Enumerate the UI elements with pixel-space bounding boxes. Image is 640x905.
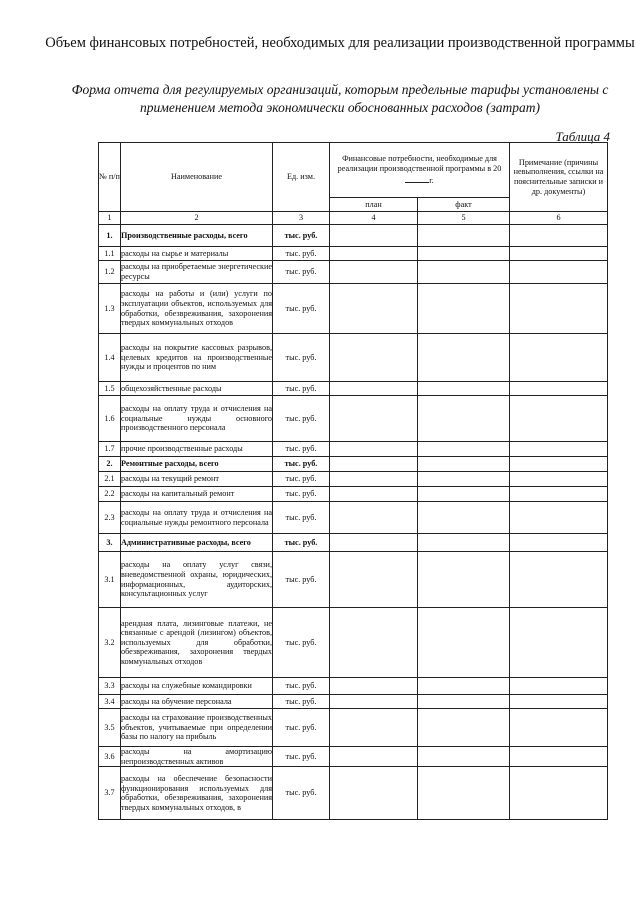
plan-value-cell[interactable] — [330, 747, 418, 767]
header-plan: план — [330, 198, 418, 212]
row-number: 2. — [99, 457, 121, 472]
fact-value-cell[interactable] — [418, 695, 510, 709]
row-unit: тыс. руб. — [273, 502, 330, 534]
note-cell[interactable] — [510, 396, 608, 442]
table-row — [99, 747, 608, 767]
row-name: расходы на текущий ремонт — [121, 472, 273, 487]
fact-value-cell[interactable] — [418, 261, 510, 284]
table-row — [99, 487, 608, 502]
header-unit: Ед. изм. — [273, 143, 330, 212]
row-number: 1.3 — [99, 284, 121, 334]
row-number: 1.7 — [99, 442, 121, 457]
plan-value-cell[interactable] — [330, 472, 418, 487]
row-name: расходы на приобретаемые энергетические ресурсы — [121, 261, 273, 284]
index-cell: 1 — [99, 212, 121, 225]
row-number: 3.4 — [99, 695, 121, 709]
row-name: общехозяйственные расходы — [121, 382, 273, 396]
table-row — [99, 261, 608, 284]
table-row — [99, 502, 608, 534]
table-row — [99, 695, 608, 709]
note-cell[interactable] — [510, 709, 608, 747]
note-cell[interactable] — [510, 442, 608, 457]
row-unit: тыс. руб. — [273, 247, 330, 261]
table-number-label: Таблица 4 — [555, 129, 610, 144]
row-number: 1.1 — [99, 247, 121, 261]
note-cell[interactable] — [510, 284, 608, 334]
fact-value-cell[interactable] — [418, 747, 510, 767]
row-name: Производственные расходы, всего — [121, 225, 273, 247]
header-row — [99, 143, 608, 198]
table-row — [99, 472, 608, 487]
row-name: Административные расходы, всего — [121, 534, 273, 552]
fact-value-cell[interactable] — [418, 709, 510, 747]
plan-value-cell[interactable] — [330, 457, 418, 472]
row-number: 1.6 — [99, 396, 121, 442]
header-note: Примечание (причины невыполнения, ссылки на пояснительные записки и др. документы) — [510, 143, 608, 212]
fact-value-cell[interactable] — [418, 396, 510, 442]
plan-value-cell[interactable] — [330, 678, 418, 695]
table-row — [99, 678, 608, 695]
fact-value-cell[interactable] — [418, 552, 510, 608]
row-unit: тыс. руб. — [273, 457, 330, 472]
header-financial-needs-text: Финансовые потребности, необходимые для реализации производственной программы в 20 — [337, 154, 502, 173]
plan-value-cell[interactable] — [330, 382, 418, 396]
fact-value-cell[interactable] — [418, 457, 510, 472]
table-row — [99, 767, 608, 820]
header-financial-needs-suffix: г. — [429, 176, 434, 186]
row-unit: тыс. руб. — [273, 534, 330, 552]
plan-value-cell[interactable] — [330, 709, 418, 747]
plan-value-cell[interactable] — [330, 334, 418, 382]
row-name: расходы на обучение персонала — [121, 695, 273, 709]
row-unit: тыс. руб. — [273, 487, 330, 502]
table-row — [99, 382, 608, 396]
row-name: расходы на капитальный ремонт — [121, 487, 273, 502]
row-unit: тыс. руб. — [273, 472, 330, 487]
note-cell[interactable] — [510, 225, 608, 247]
row-number: 3.6 — [99, 747, 121, 767]
fact-value-cell[interactable] — [418, 225, 510, 247]
fact-value-cell[interactable] — [418, 442, 510, 457]
plan-value-cell[interactable] — [330, 396, 418, 442]
header-fact: факт — [418, 198, 510, 212]
row-name: Ремонтные расходы, всего — [121, 457, 273, 472]
plan-value-cell[interactable] — [330, 487, 418, 502]
table-row — [99, 608, 608, 678]
fact-value-cell[interactable] — [418, 502, 510, 534]
row-name: расходы на обеспечение безопасности функционирования используемых для обработки, обезвреживания, захоронения твердых коммунальных отходов, в — [121, 767, 273, 820]
row-unit: тыс. руб. — [273, 767, 330, 820]
row-name: расходы на амортизацию непроизводственных активов — [121, 747, 272, 766]
header-name: Наименование — [121, 143, 273, 212]
row-unit: тыс. руб. — [273, 608, 330, 678]
fact-value-cell[interactable] — [418, 534, 510, 552]
note-cell[interactable] — [510, 502, 608, 534]
note-cell[interactable] — [510, 487, 608, 502]
note-cell[interactable] — [510, 747, 608, 767]
fact-value-cell[interactable] — [418, 472, 510, 487]
index-cell: 3 — [273, 212, 330, 225]
row-name: расходы на покрытие кассовых разрывов, целевых кредитов на производственные нужды и процентов по ним — [121, 334, 273, 382]
row-name: расходы на оплату услуг связи, вневедомственной охраны, юридических, информационных, аудиторских, консультационных услуг — [121, 552, 273, 608]
fact-value-cell[interactable] — [418, 767, 510, 820]
row-number: 1.5 — [99, 382, 121, 396]
fact-value-cell[interactable] — [418, 382, 510, 396]
index-cell: 5 — [418, 212, 510, 225]
row-number: 2.2 — [99, 487, 121, 502]
financial-needs-table — [98, 142, 608, 820]
row-number: 3.3 — [99, 678, 121, 695]
row-number: 3.1 — [99, 552, 121, 608]
table-row — [99, 442, 608, 457]
row-number: 3. — [99, 534, 121, 552]
plan-value-cell[interactable] — [330, 767, 418, 820]
row-unit: тыс. руб. — [273, 695, 330, 709]
plan-value-cell[interactable] — [330, 552, 418, 608]
note-cell[interactable] — [510, 247, 608, 261]
plan-value-cell[interactable] — [330, 534, 418, 552]
row-name: расходы на сырье и материалы — [121, 247, 273, 261]
note-cell[interactable] — [510, 678, 608, 695]
plan-value-cell[interactable] — [330, 502, 418, 534]
row-number: 1.4 — [99, 334, 121, 382]
plan-value-cell[interactable] — [330, 442, 418, 457]
row-name: расходы на оплату труда и отчисления на социальные нужды ремонтного персонала — [121, 502, 273, 534]
fact-value-cell[interactable] — [418, 334, 510, 382]
table-row — [99, 534, 608, 552]
document-title: Объем финансовых потребностей, необходимых для реализации производственной программы — [45, 35, 635, 51]
fact-value-cell[interactable] — [418, 608, 510, 678]
row-unit: тыс. руб. — [273, 225, 330, 247]
header-financial-needs — [330, 143, 510, 198]
plan-value-cell[interactable] — [330, 695, 418, 709]
note-cell[interactable] — [510, 695, 608, 709]
index-cell: 2 — [121, 212, 273, 225]
note-cell[interactable] — [510, 767, 608, 820]
plan-value-cell[interactable] — [330, 608, 418, 678]
row-name: арендная плата, лизинговые платежи, не связанные с арендой (лизингом) объектов, используемых для обработки, обезвреживания, захоронения твердых коммунальных отходов — [121, 608, 273, 678]
note-cell[interactable] — [510, 457, 608, 472]
row-number: 2.1 — [99, 472, 121, 487]
row-number: 3.5 — [99, 709, 121, 747]
fact-value-cell[interactable] — [418, 247, 510, 261]
row-unit: тыс. руб. — [273, 709, 330, 747]
document-subtitle: Форма отчета для регулируемых организаций, которым предельные тарифы установлены с применением метода экономически обоснованных расходов (затрат) — [71, 82, 609, 115]
row-unit: тыс. руб. — [273, 396, 330, 442]
index-cell: 6 — [510, 212, 608, 225]
row-unit: тыс. руб. — [273, 382, 330, 396]
row-number: 1. — [99, 225, 121, 247]
table-row — [99, 457, 608, 472]
row-number: 3.2 — [99, 608, 121, 678]
index-row — [99, 212, 608, 225]
row-name: расходы на страхование производственных объектов, учитываемые при определении базы по налогу на прибыль — [121, 709, 273, 747]
plan-value-cell[interactable] — [330, 261, 418, 284]
row-name: расходы на оплату труда и отчисления на социальные нужды основного производственного персонала — [121, 396, 273, 442]
table-row — [99, 396, 608, 442]
fact-value-cell[interactable] — [418, 487, 510, 502]
row-unit: тыс. руб. — [273, 334, 330, 382]
table-row — [99, 709, 608, 747]
row-name: прочие производственные расходы — [121, 442, 273, 457]
note-cell[interactable] — [510, 261, 608, 284]
note-cell[interactable] — [510, 382, 608, 396]
row-unit: тыс. руб. — [273, 442, 330, 457]
row-unit: тыс. руб. — [273, 747, 330, 767]
index-cell: 4 — [330, 212, 418, 225]
row-number: 3.7 — [99, 767, 121, 820]
table-row — [99, 334, 608, 382]
row-number: 1.2 — [99, 261, 121, 284]
row-unit: тыс. руб. — [273, 552, 330, 608]
row-name: расходы на служебные командировки — [121, 678, 273, 695]
table-row — [99, 284, 608, 334]
fact-value-cell[interactable] — [418, 284, 510, 334]
row-number: 2.3 — [99, 502, 121, 534]
row-unit: тыс. руб. — [273, 284, 330, 334]
plan-value-cell[interactable] — [330, 247, 418, 261]
plan-value-cell[interactable] — [330, 284, 418, 334]
note-cell[interactable] — [510, 608, 608, 678]
table-row — [99, 552, 608, 608]
note-cell[interactable] — [510, 534, 608, 552]
row-unit: тыс. руб. — [273, 678, 330, 695]
header-num: № п/п — [99, 143, 121, 212]
plan-value-cell[interactable] — [330, 225, 418, 247]
fact-value-cell[interactable] — [418, 678, 510, 695]
table-row — [99, 247, 608, 261]
row-name: расходы на работы и (или) услуги по эксплуатации объектов, используемых для обработки, обезвреживания, захоронения твердых коммунальных отходов — [121, 284, 273, 334]
note-cell[interactable] — [510, 552, 608, 608]
note-cell[interactable] — [510, 334, 608, 382]
year-blank — [405, 173, 429, 183]
row-unit: тыс. руб. — [273, 261, 330, 284]
table-row — [99, 225, 608, 247]
note-cell[interactable] — [510, 472, 608, 487]
